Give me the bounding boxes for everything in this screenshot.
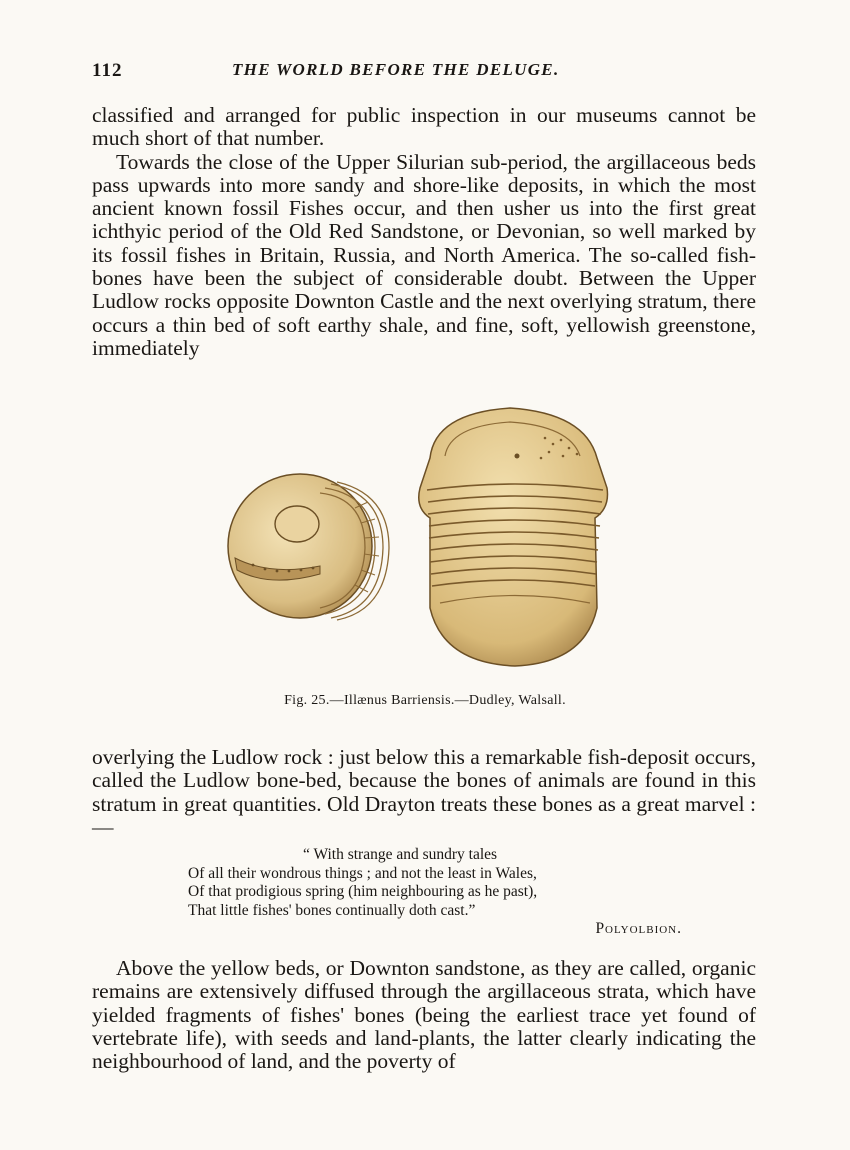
- running-title: THE WORLD BEFORE THE DELUGE.: [232, 60, 560, 79]
- trilobite-illustration: [225, 398, 625, 673]
- running-head: [92, 60, 760, 86]
- paragraph-ludlow: overlying the Ludlow rock : just below this a remarkable fish-deposit occurs, called the Ludlow bone-bed, because the bones of animals are found in this stratum in great quantities. Old Drayton treats these bones as a great marvel :—: [92, 745, 756, 839]
- enrolled-trilobite-drawing: [228, 474, 389, 620]
- paragraph-downton: Above the yellow beds, or Downton sandstone, as they are called, organic remains are extensively diffused through the argillaceous strata, which have yielded fragments of fishes' bones (being the earliest trace yet found of vertebrate life), with seeds and land-plants, the latter clearly indicating the neighbourhood of land, and the poverty of: [92, 956, 756, 1074]
- verse-quote: [188, 846, 688, 920]
- bottom-text-block: [92, 957, 756, 1073]
- top-text-block: [92, 104, 756, 360]
- quote-attribution: Polyolbion.: [595, 920, 682, 937]
- middle-text-block: [92, 746, 756, 839]
- paragraph-silurian: Towards the close of the Upper Silurian sub-period, the argillaceous beds pass upwards into more sandy and shore-like deposits, in which the most ancient known fossil Fishes occur, and then usher us into the first great ichthyic period of the Old Red Sandstone, or Devonian, so well marked by its fossil fishes in Britain, Russia, and North America. The so-called fish-bones have been the subject of considerable doubt. Between the Upper Ludlow rocks opposite Downton Castle and the next overlying stratum, there occurs a thin bed of soft earthy shale, and fine, soft, yellowish greenstone, immediately: [92, 149, 756, 360]
- dorsal-trilobite-drawing: [419, 408, 608, 666]
- verse-line: Of all their wondrous things ; and not the least in Wales,: [188, 864, 537, 882]
- paragraph-continuation: classified and arranged for public inspection in our museums cannot be much short of that number.: [92, 103, 756, 151]
- page-number: 112: [92, 60, 123, 81]
- verse-line: Of that prodigious spring (him neighbouring as he past),: [188, 883, 538, 901]
- figure-caption: Fig. 25.—Illænus Barriensis.—Dudley, Walsall.: [284, 693, 566, 708]
- verse-line: That little fishes' bones continually doth cast.”: [188, 901, 476, 919]
- verse-line: “ With strange and sundry tales: [303, 846, 498, 863]
